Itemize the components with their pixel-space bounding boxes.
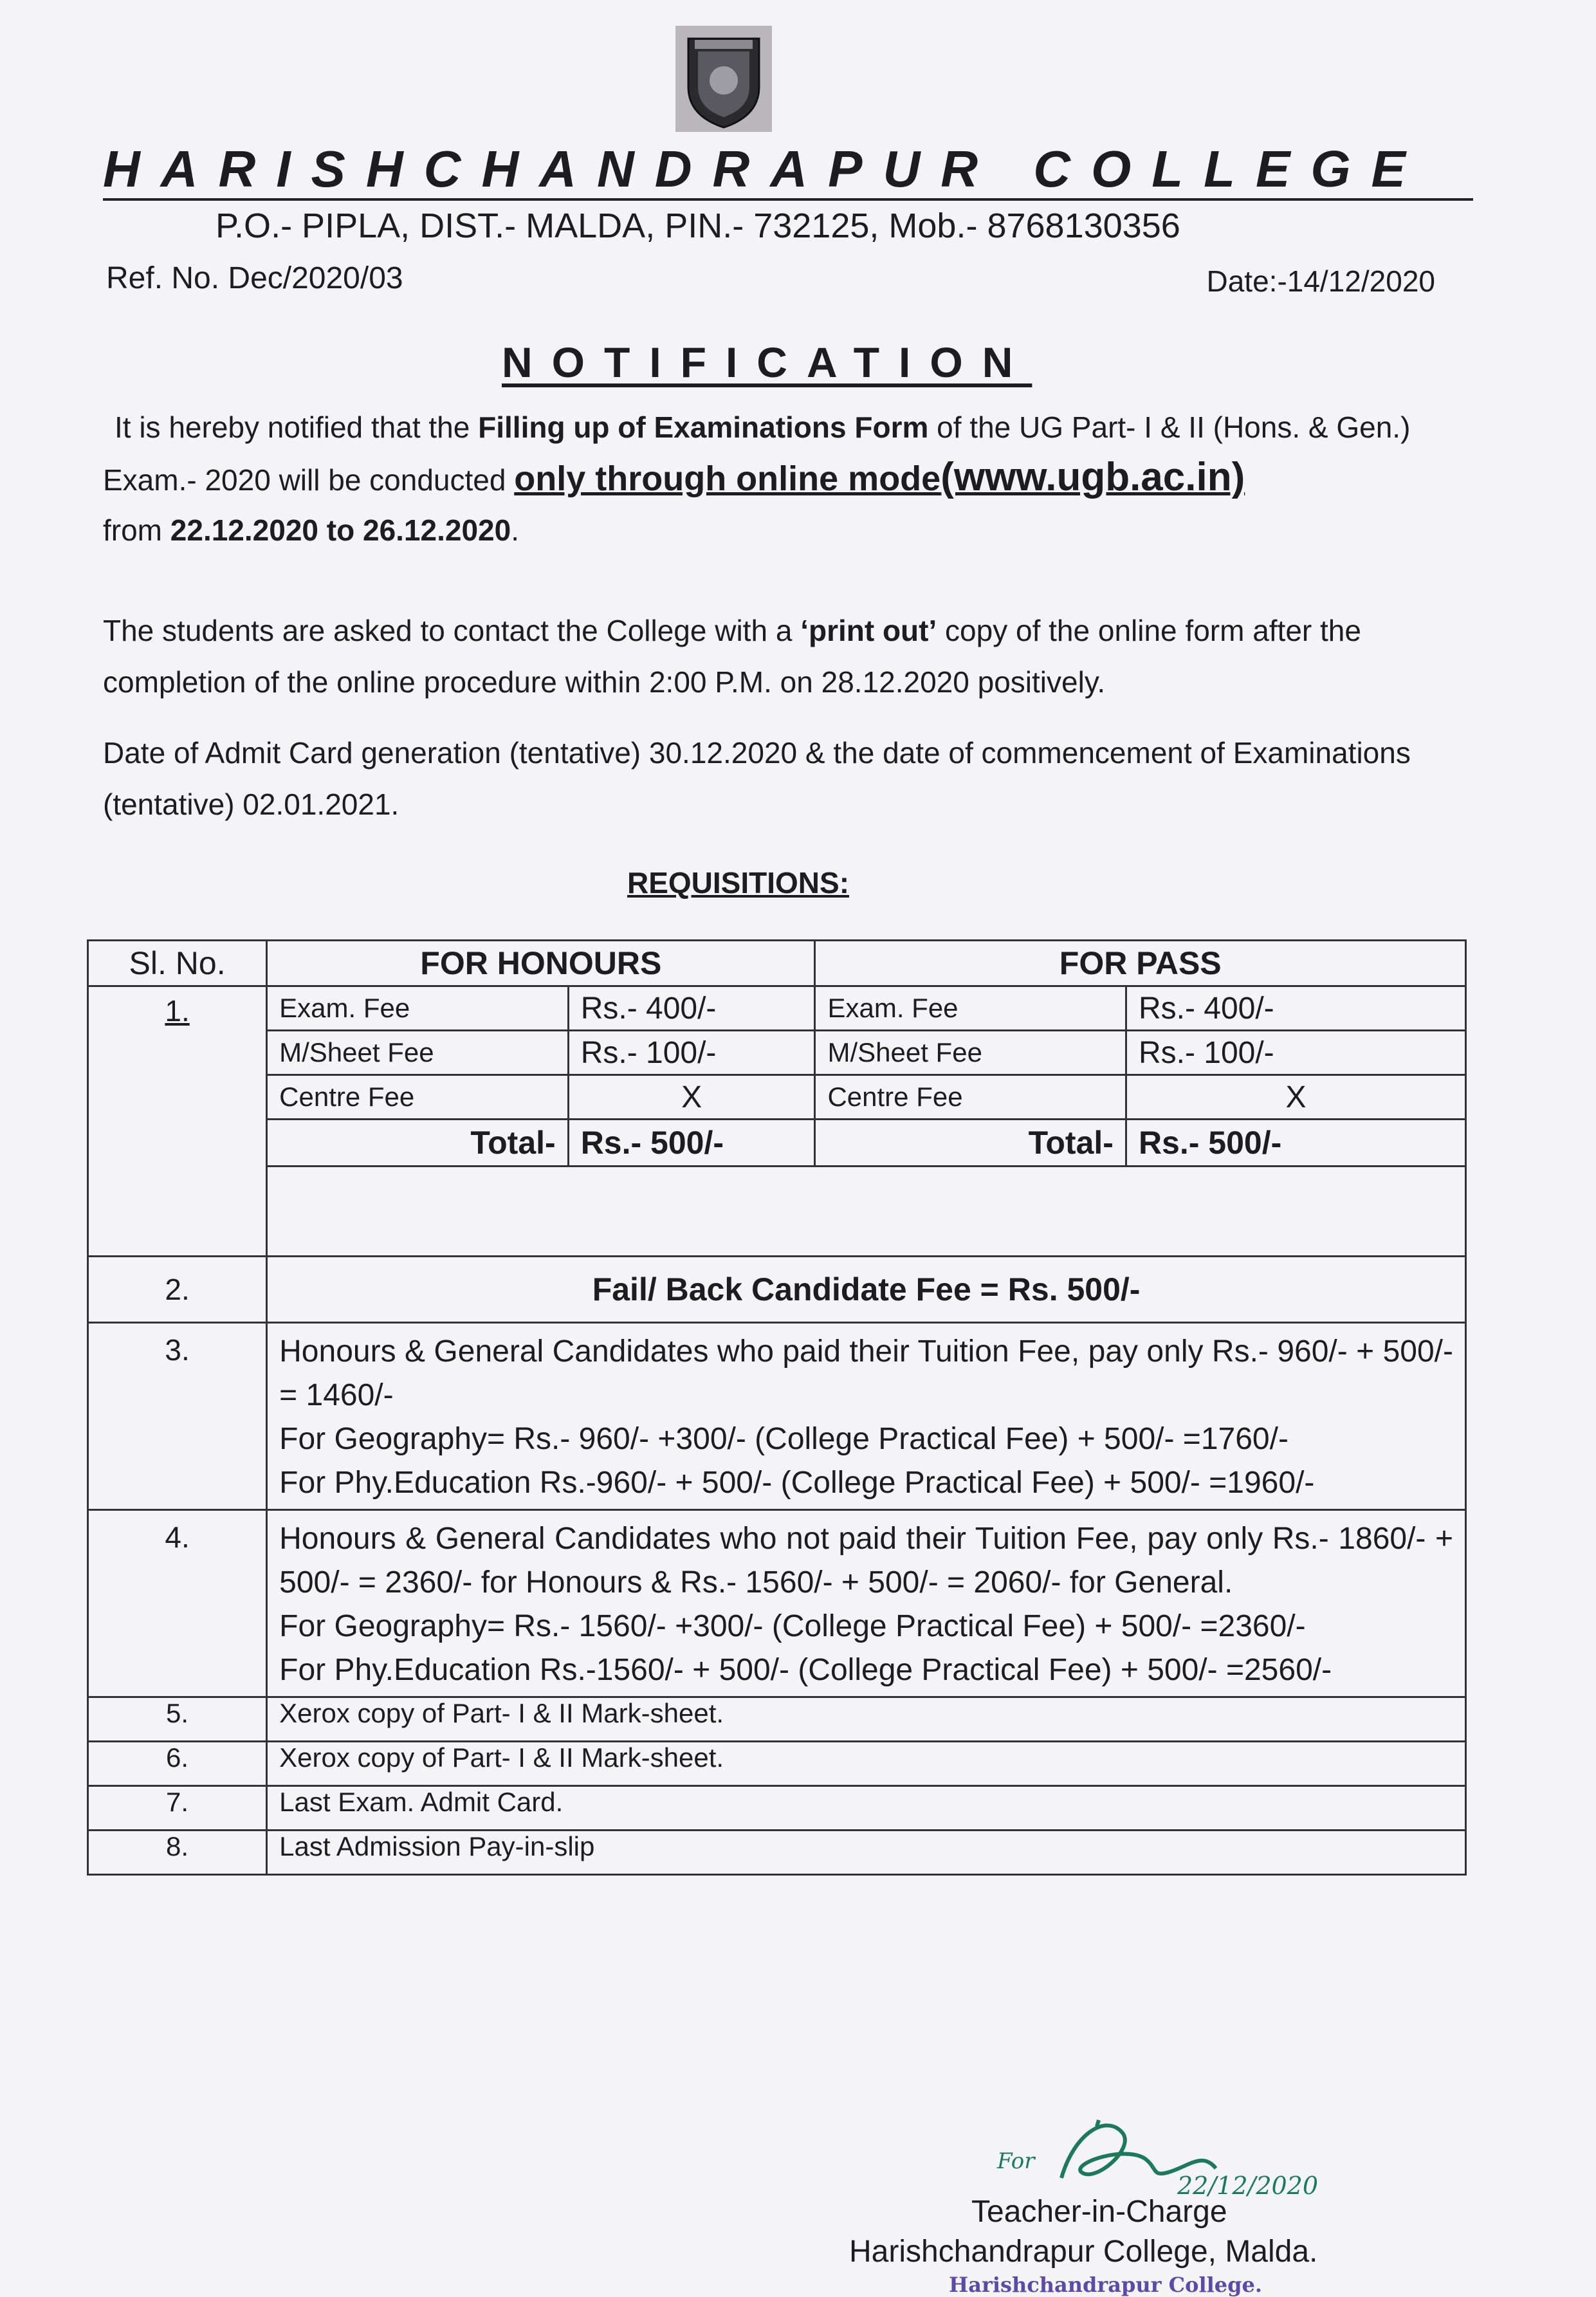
table-row [88,1075,1466,1120]
pass-exam-fee-label: Exam. Fee [815,986,1126,1031]
table-row [88,1120,1466,1167]
sl-6: 6. [88,1742,267,1786]
honours-total-value: Rs.- 500/- [568,1120,815,1167]
table-row [88,1510,1466,1697]
sl-4: 4. [88,1510,267,1697]
svg-text:22/12/2020: 22/12/2020 [1177,2172,1319,2200]
website-url: (www.ugb.ac.in) [940,455,1245,499]
honours-msheet-fee-value: Rs.- 100/- [568,1031,815,1075]
requirement-item: Last Exam. Admit Card. [267,1786,1466,1831]
sl-3: 3. [88,1323,267,1510]
text: of the UG Part- I & II (Hons. & Gen.) Exam.- 2020 will be conducted [103,411,1411,497]
pass-exam-fee-value: Rs.- 400/- [1126,986,1465,1031]
signatory-college: Harishchandrapur College, Malda. [849,2235,1318,2269]
college-stamp: Harishchandrapur College. [949,2273,1262,2297]
sl-5: 5. [88,1697,267,1742]
paragraph-print-out [103,605,1467,708]
table-row [88,1742,1466,1786]
paragraph-admit-card: Date of Admit Card generation (tentative) 30.12.2020 & the date of commencement of Examinations (tentative) 02.01.2021. [103,736,1411,821]
requisitions-table [87,939,1467,1876]
requisitions-title: REQUISITIONS: [627,866,850,899]
note-line: For Phy.Education Rs.-960/- + 500/- (College Practical Fee) + 500/- =1960/- [279,1466,1315,1500]
note-line: For Geography= Rs.- 1560/- +300/- (College Practical Fee) + 500/- =2360/- [279,1609,1306,1643]
online-mode-link[interactable] [514,455,1245,499]
honours-msheet-fee-label: M/Sheet Fee [267,1031,569,1075]
table-row [88,1031,1466,1075]
text: . [511,513,519,547]
honours-exam-fee-value: Rs.- 400/- [568,986,815,1031]
note-line: For Phy.Education Rs.-1560/- + 500/- (College Practical Fee) + 500/- =2560/- [279,1653,1332,1687]
sl-1: 1. [88,986,267,1257]
pass-centre-fee-value: X [1126,1075,1465,1120]
college-name: HARISHCHANDRAPUR COLLEGE [103,140,1473,201]
table-row [88,1786,1466,1831]
notice-date: Date:-14/12/2020 [1206,264,1435,298]
table-row [88,986,1466,1031]
online-mode-text: only through online mode [514,459,941,498]
text: from [103,513,170,547]
requirement-item: Xerox copy of Part- I & II Mark-sheet. [267,1697,1466,1742]
unpaid-tuition-note [267,1510,1466,1697]
table-header-row [88,941,1466,986]
text: copy of the online form after the completion of the online procedure within 2:00 P.M. on 28.12.2020 positively. [103,614,1361,699]
pass-msheet-fee-label: M/Sheet Fee [815,1031,1126,1075]
reference-number: Ref. No. Dec/2020/03 [106,261,403,295]
bold-text: ‘print out’ [800,614,937,647]
pass-centre-fee-label: Centre Fee [815,1075,1126,1120]
signatory-title: Teacher-in-Charge [971,2195,1227,2229]
note-line: Honours & General Candidates who not paid their Tuition Fee, pay only Rs.- 1860/- + 500/- = 2360/- for Honours & Rs.- 1560/- + 500/- = 2060/- for General. [279,1522,1453,1600]
text: It is hereby notified that the [115,411,479,444]
fail-back-fee: Fail/ Back Candidate Fee = Rs. 500/- [267,1257,1466,1323]
col-sl-no: Sl. No. [88,941,267,986]
sl-2: 2. [88,1257,267,1323]
col-honours: FOR HONOURS [267,941,815,986]
pass-total-value: Rs.- 500/- [1126,1120,1465,1167]
college-emblem-icon [675,26,772,132]
honours-total-label: Total- [267,1120,569,1167]
paragraph-form-filling [103,402,1467,555]
bold-text: Filling up of Examinations Form [478,411,929,444]
college-address: P.O.- PIPLA, DIST.- MALDA, PIN.- 732125, Mob.- 8768130356 [216,207,1180,245]
note-line: For Geography= Rs.- 960/- +300/- (College Practical Fee) + 500/- =1760/- [279,1422,1289,1456]
table-row [88,1257,1466,1323]
honours-exam-fee-label: Exam. Fee [267,986,569,1031]
empty-cell [267,1167,1466,1257]
honours-centre-fee-label: Centre Fee [267,1075,569,1120]
sl-8: 8. [88,1831,267,1875]
table-row [88,1697,1466,1742]
svg-text:For: For [997,2148,1035,2174]
table-row [88,1323,1466,1510]
notification-heading: NOTIFICATION [502,338,1032,386]
handwritten-signature [984,2107,1344,2204]
pass-msheet-fee-value: Rs.- 100/- [1126,1031,1465,1075]
date-range: 22.12.2020 to 26.12.2020 [170,513,511,547]
table-row [88,1167,1466,1257]
text: The students are asked to contact the College with a [103,614,801,647]
sl-7: 7. [88,1786,267,1831]
col-pass: FOR PASS [815,941,1466,986]
note-line: Honours & General Candidates who paid their Tuition Fee, pay only Rs.- 960/- + 500/- = 1460/- [279,1334,1453,1412]
honours-centre-fee-value: X [568,1075,815,1120]
requirement-item: Last Admission Pay-in-slip [267,1831,1466,1875]
paid-tuition-note [267,1323,1466,1510]
table-row [88,1831,1466,1875]
requirement-item: Xerox copy of Part- I & II Mark-sheet. [267,1742,1466,1786]
pass-total-label: Total- [815,1120,1126,1167]
